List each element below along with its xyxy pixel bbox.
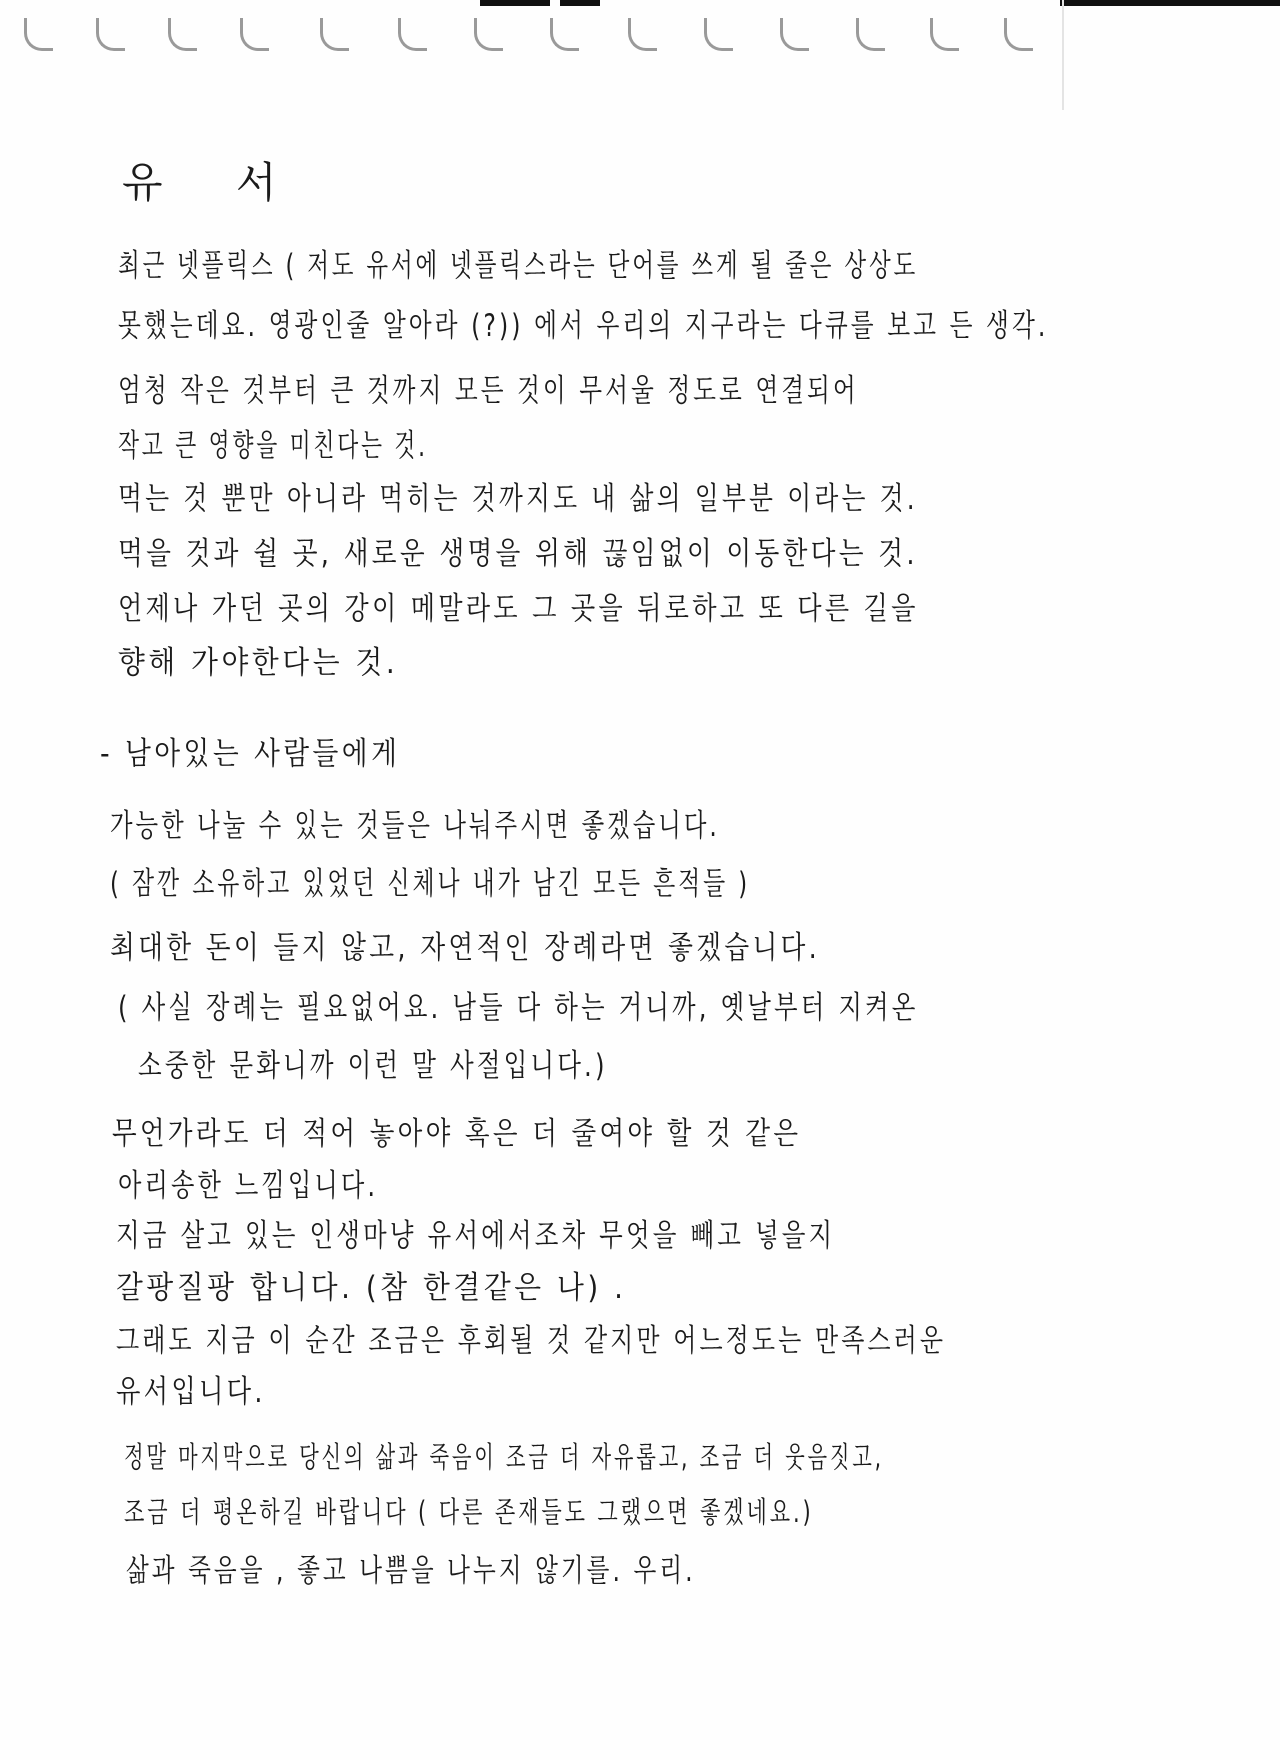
paragraph-line: 무언가라도 더 적어 놓아야 혹은 더 줄여야 할 것 같은 [112,1116,802,1152]
section-heading: - 남아있는 사람들에게 [100,736,401,772]
paragraph-line: 갈팡질팡 합니다. (참 한결같은 나) . [116,1270,627,1306]
paragraph-line: 유서입니다. [116,1374,266,1410]
paragraph-line: 삶과 죽음을 , 좋고 나쁨을 나누지 않기를. 우리. [126,1553,696,1589]
paragraph-line: 못했는데요. 영광인줄 알아라 (?)) 에서 우리의 지구라는 다큐를 보고 든 생각. [118,308,1049,344]
paragraph-line: 작고 큰 영향을 미친다는 것. [118,428,428,464]
paragraph-line: ( 잠깐 소유하고 있었던 신체나 내가 남긴 모든 흔적들 ) [110,866,751,902]
paragraph-line: 지금 살고 있는 인생마냥 유서에서조차 무엇을 빼고 넣을지 [116,1218,836,1254]
paragraph-line: 향해 가야한다는 것. [118,645,399,681]
paragraph-line: 아리송한 느낌입니다. [118,1168,379,1204]
paragraph-line: 소중한 문화니까 이런 말 사절입니다.) [138,1048,608,1084]
letter-title: 유 서 [122,158,307,207]
paragraph-line: 먹는 것 뿐만 아니라 먹히는 것까지도 내 삶의 일부분 이라는 것. [118,481,918,517]
paragraph-line: 먹을 것과 쉴 곳, 새로운 생명을 위해 끊임없이 이동한다는 것. [118,536,918,572]
paragraph-line: 가능한 나눌 수 있는 것들은 나눠주시면 좋겠습니다. [110,808,720,844]
paragraph-line: ( 사실 장례는 필요없어요. 남들 다 하는 거니까, 옛날부터 지켜온 [118,990,919,1026]
paragraph-line: 정말 마지막으로 당신의 삶과 죽음이 조금 더 자유롭고, 조금 더 웃음짓고, [124,1440,884,1474]
paragraph-line: 최대한 돈이 들지 않고, 자연적인 장례라면 좋겠습니다. [110,930,821,966]
paragraph-line: 조금 더 평온하길 바랍니다 ( 다른 존재들도 그랬으면 좋겠네요.) [124,1495,814,1529]
paragraph-line: 엄청 작은 것부터 큰 것까지 모든 것이 무서울 정도로 연결되어 [118,373,859,409]
paragraph-line: 언제나 가던 곳의 강이 메말라도 그 곳을 뒤로하고 또 다른 길을 [118,591,919,627]
paragraph-line: 그래도 지금 이 순간 조금은 후회될 것 같지만 어느정도는 만족스러운 [116,1323,947,1359]
paragraph-line: 최근 넷플릭스 ( 저도 유서에 넷플릭스라는 단어를 쓰게 될 줄은 상상도 [118,248,919,284]
